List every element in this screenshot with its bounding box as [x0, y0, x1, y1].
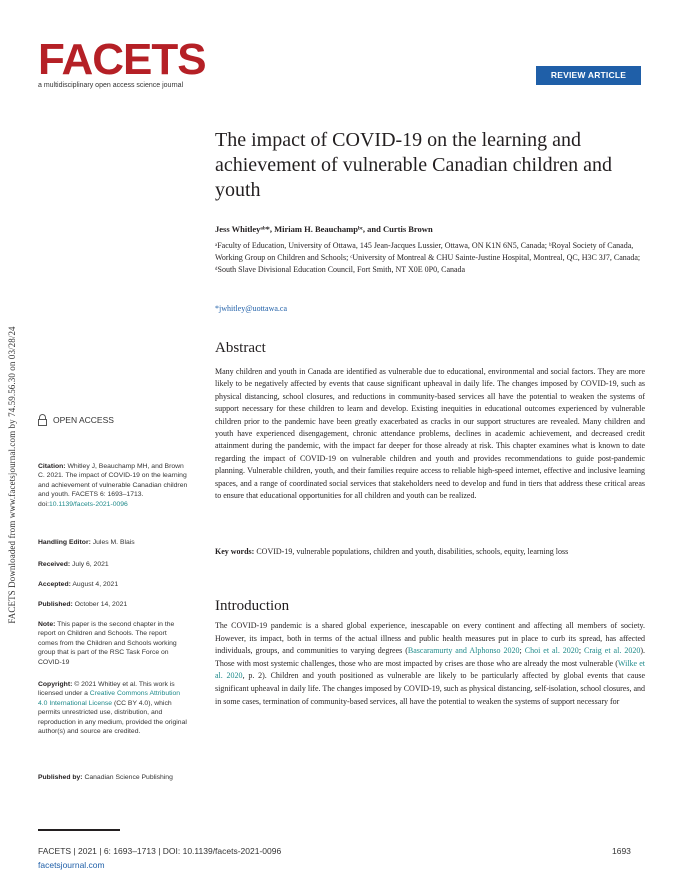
open-lock-icon [38, 414, 47, 426]
author-list: Jess Whitleyᵃᵇ*, Miriam H. Beauchampᵇᶜ, and Curtis Brown [215, 224, 433, 234]
article-type-badge: REVIEW ARTICLE [536, 66, 641, 85]
note [38, 620, 188, 667]
citation-link[interactable]: Bascaramurty and Alphonso 2020 [407, 646, 520, 656]
page-number: 1693 [612, 846, 631, 856]
keywords-text: COVID-19, vulnerable populations, children and youth, disabilities, schools, equity, learning loss [256, 547, 569, 556]
citation-text: Whitley J, Beauchamp MH, and Brown C. 2021. The impact of COVID-19 on the learning and achievement of vulnerable Canadian children and youth. FACETS 6: 1693–1713. doi: [38, 463, 188, 508]
license-link[interactable]: Creative Commons Attribution 4.0 International License [38, 690, 181, 707]
publisher-text: Canadian Science Publishing [84, 774, 173, 781]
copyright-text: © 2021 Whitley et al. This work is licensed under a [38, 681, 175, 698]
download-watermark: FACETS Downloaded from www.facetsjournal.com by 74.59.56.30 on 03/28/24 [7, 326, 17, 624]
affiliations: ᵃFaculty of Education, University of Ottawa, 145 Jean-Jacques Lussier, Ottawa, ON K1N 6N5, Canada; ᵇRoyal Society of Canada, Working Group on Children and Schools; ᶜUniversity of Montreal & CHU Sainte-Justine Hospital, Montreal, QC, H3C 3J7, Canada; ᵈSouth Slave Divisional Education Council, Fort Smith, NT X0E 0P0, Canada [215, 241, 641, 274]
facets-logo[interactable] [38, 35, 206, 98]
accepted-date [38, 580, 188, 589]
accepted-text: August 4, 2021 [72, 581, 119, 588]
logo-tagline: a multidisciplinary open access science journal [38, 82, 184, 89]
published-date [38, 600, 188, 609]
article-title: The impact of COVID-19 on the learning and achievement of vulnerable Canadian children and youth [215, 129, 613, 201]
open-access-label [38, 414, 114, 426]
intro-part: ). Those with most systemic challenges, those who are most impacted by crises are those who are already the most vulnerable ( [215, 646, 645, 668]
open-access-text: OPEN ACCESS [53, 415, 114, 425]
copyright-text-rest: (CC BY 4.0), which permits unrestricted use, distribution, and reproduction in any medium, provided the original author(s) and source are credited. [38, 699, 187, 736]
citation-link[interactable]: Craig et al. 2020 [584, 646, 641, 656]
copyright [38, 680, 188, 736]
note-text: This paper is the second chapter in the report on Children and Schools. The report comes from the Children and Schools working group that is part of the RSC Task Force on COVID-19 [38, 621, 177, 666]
received-text: July 6, 2021 [72, 561, 109, 568]
citation-link[interactable]: Wilke et al. 2020 [215, 658, 645, 681]
handling-text: Jules M. Blais [92, 539, 135, 546]
citation-label: Citation: [38, 463, 66, 470]
published-label: Published: [38, 601, 73, 608]
copyright-label: Copyright: [38, 681, 73, 688]
citation-doi-link[interactable]: 10.1139/facets-2021-0096 [48, 500, 128, 508]
keywords [215, 546, 645, 558]
received-label: Received: [38, 561, 71, 568]
abstract-heading: Abstract [215, 340, 266, 356]
keywords-label: Key words: [215, 547, 255, 556]
publisher-label: Published by: [38, 774, 83, 781]
abstract-text: Many children and youth in Canada are identified as vulnerable due to educational, environmental and social factors. They are more likely to be negatively affected by events that cause significant upheaval in daily life. The changes imposed by COVID-19, such as physical distancing, school closures, and reductions in community-based services all have the potential to weaken the systems of support necessary for these children to learn and develop. Existing inequities in educational outcomes experienced by vulnerable children prior to the pandemic have been greatly exacerbated as cracks in our support structures are revealed. Many children and youth have experienced disengagement, chronic attendance problems, declines in academic achievement, and decreased credit attainment during the pandemic, with the impact far deeper for those already at risk. This chapter examines what is known to date regarding the impact of COVID-19 on vulnerable children and youth and provides recommendations to guide post-pandemic planning. Vulnerable children, youth, and their families require access to reliable high-speed internet, effective and inclusive learning spaces, and a range of coordinated social services that stakeholders need to develop and fund in tiers that address these critical areas to ensure that educational opportunities for all children and youth can be realized. [215, 367, 645, 501]
intro-part: The COVID-19 pandemic is a shared global experience, inescapable on every continent and affecting all members of society. However, its impact, both in terms of the actual illness and public health measures put in place to curb its spread, has affected individuals, groups, and communities to varying degrees ( [215, 621, 645, 656]
footer-journal-info: FACETS | 2021 | 6: 1693–1713 | DOI: 10.1139/facets-2021-0096 [38, 846, 282, 856]
received-date [38, 560, 188, 569]
introduction-text: The COVID-19 pandemic is a shared global experience, inescapable on every continent and affecting all members of society. However, its impact, both in terms of the actual illness and public health measures put in place to curb its spread, has affected individuals, groups, and communities to varying degrees (Bascaramurty and Alphonso 2020; Choi et al. 2020; Craig et al. 2020). Those with most systemic challenges, those who are most impacted by crises are those who are already the most vulnerable (Wilke et al. 2020, p. 2). Children and youth positioned as vulnerable are likely to be particularly affected by global events that cause significant upheaval in daily life. The changes imposed by COVID-19, such as physical distancing, self-isolation, school closures, and in some cases, termination of community-based services, all have the potential to weaken the systems of support necessary for [215, 621, 646, 706]
handling-editor [38, 538, 188, 547]
citation-info [38, 462, 188, 509]
footer-rule [38, 829, 120, 831]
accepted-label: Accepted: [38, 581, 71, 588]
footer-site-link[interactable]: facetsjournal.com [38, 860, 105, 870]
note-label: Note: [38, 621, 56, 628]
published-text: October 14, 2021 [74, 601, 128, 608]
handling-label: Handling Editor: [38, 539, 91, 546]
publisher [38, 773, 188, 782]
logo-wordmark: FACETS [38, 35, 206, 84]
introduction-heading: Introduction [215, 598, 290, 614]
citation-link[interactable]: Choi et al. 2020 [524, 646, 579, 656]
intro-part: , p. 2). Children and youth positioned as vulnerable are likely to be particularly affected by global events that cause significant upheaval in daily life. The changes imposed by COVID-19, such as physical distancing, self-isolation, school closures, and in some cases, termination of community-based services, all have the potential to weaken the systems of support necessary for [215, 671, 646, 706]
corresponding-email-link[interactable]: *jwhitley@uottawa.ca [215, 304, 288, 313]
